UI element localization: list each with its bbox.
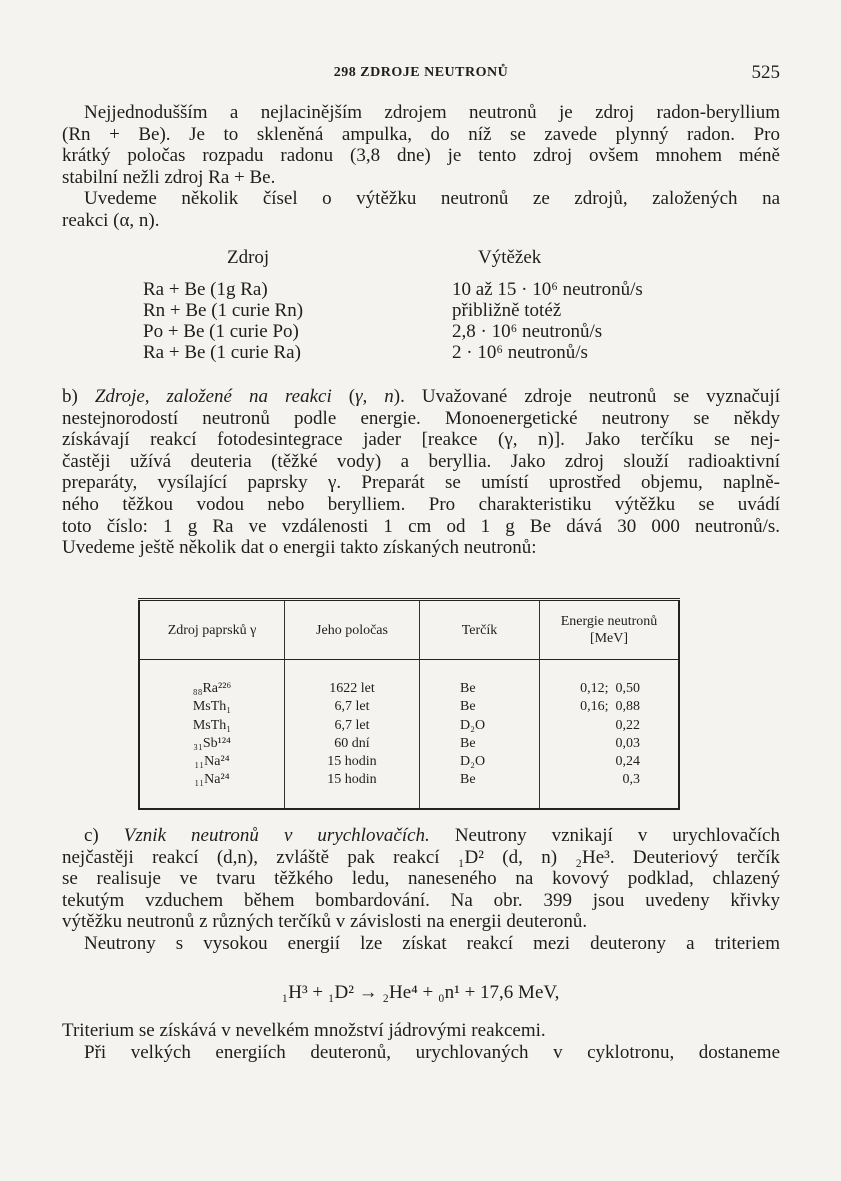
column-energy bbox=[540, 660, 680, 809]
text-line: častěji užívá deuteria (těžké vody) a beryllia. Jako zdroj slouží radioaktivní bbox=[62, 450, 780, 472]
text-segment: c) bbox=[84, 825, 124, 846]
paragraph-radon-beryllium bbox=[62, 102, 780, 188]
text-line: (Rn + Be). Je to skleněná ampulka, do níž se zavede plynný radon. Pro bbox=[62, 123, 780, 145]
text-segment: ( bbox=[331, 386, 356, 407]
table-cell: 0,24 bbox=[615, 754, 640, 770]
text-line: se realisuje ve tvaru těžkého ledu, naneseného na kovový podklad, chlazený bbox=[62, 868, 780, 890]
yield-value: 10 až 15 · 10⁶ neutronů/s bbox=[452, 279, 643, 300]
yield-table bbox=[0, 247, 841, 363]
text-segment: b) bbox=[62, 386, 95, 407]
table-cell: D₂O bbox=[460, 754, 486, 770]
text-line: nestejnorodostí neutronů podle energie. Monoenergetické neutrony se někdy bbox=[62, 407, 780, 429]
page-header bbox=[62, 62, 780, 84]
text-line: ného těžkou vodou nebo berylliem. Pro charakteristiku výtěžku se uvádí bbox=[62, 493, 780, 515]
paragraph-cyclotron bbox=[62, 1042, 780, 1064]
paragraph-tritium bbox=[62, 1020, 780, 1042]
column-target bbox=[420, 660, 540, 809]
gamma-sources-table bbox=[138, 598, 680, 810]
table-cell: 6,7 let bbox=[334, 699, 370, 715]
yield-source: Ra + Be (1g Ra) bbox=[143, 279, 268, 300]
paragraph-accelerators bbox=[62, 825, 780, 933]
text-line: tekutým vzduchem během bombardování. Na obr. 399 jsou uvedeny křivky bbox=[62, 889, 780, 911]
table-cell: MsTh₁ bbox=[192, 717, 232, 733]
yield-value: přibližně totéž bbox=[452, 300, 562, 321]
table-cell: ₁₁Na²⁴ bbox=[194, 772, 230, 788]
table-cell: ₃₁Sb¹²⁴ bbox=[193, 735, 231, 751]
yield-row bbox=[0, 321, 841, 342]
table-header-row bbox=[139, 600, 679, 660]
yield-value: 2,8 · 10⁶ neutronů/s bbox=[452, 321, 603, 342]
text-line: výtěžku neutronů z různých terčíků v závislosti na energii deuteronů. bbox=[62, 911, 588, 933]
yield-source: Ra + Be (1 curie Ra) bbox=[143, 342, 301, 363]
yield-source: Rn + Be (1 curie Rn) bbox=[143, 300, 304, 321]
yield-value: 2 · 10⁶ neutronů/s bbox=[452, 342, 588, 363]
italic-text: γ, n bbox=[355, 386, 394, 407]
table-cell: 15 hodin bbox=[327, 772, 377, 788]
yield-source: Po + Be (1 curie Po) bbox=[143, 321, 299, 342]
paragraph-alpha-n-intro bbox=[62, 188, 780, 231]
column-header-source: Zdroj paprsků γ bbox=[139, 600, 285, 660]
column-header-target: Terčík bbox=[420, 600, 540, 660]
yield-row bbox=[0, 300, 841, 321]
table-cell: 1622 let bbox=[329, 681, 375, 696]
text-line: nejčastěji reakcí (d,n), zvláště pak reakcí ₁D² (d, n) ₂He³. Deuteriový terčík bbox=[62, 846, 780, 868]
text-line: toto číslo: 1 g Ra ve vzdálenosti 1 cm od 1 g Be dává 30 000 neutronů/s. bbox=[62, 515, 780, 537]
table-cell: D₂O bbox=[460, 717, 486, 733]
italic-text: Vznik neutronů v urychlovačích. bbox=[123, 825, 430, 846]
text-line: stabilní nežli zdroj Ra + Be. bbox=[62, 166, 276, 188]
text-segment: Neutrony vznikají v urychlovačích bbox=[429, 825, 780, 846]
yield-row bbox=[0, 279, 841, 300]
table-cell: 0,12; 0,50 bbox=[580, 681, 640, 696]
running-title: 298 ZDROJE NEUTRONŮ bbox=[333, 65, 509, 80]
text-line bbox=[62, 386, 780, 408]
table-cell: 0,03 bbox=[615, 735, 640, 751]
yield-header-source: Zdroj bbox=[227, 247, 270, 268]
table-cell: ₈₈Ra²²⁶ bbox=[192, 681, 232, 696]
table-cell: 60 dní bbox=[334, 735, 370, 751]
text-line: Uvedeme několik čísel o výtěžku neutronů ze zdrojů, založených na bbox=[84, 188, 780, 209]
yield-header-yield: Výtěžek bbox=[478, 247, 542, 268]
column-halflife bbox=[285, 660, 420, 809]
reaction-formula: ₁H³ + ₁D² → ₂He⁴ + ₀n¹ + 17,6 MeV, bbox=[281, 982, 560, 1003]
table-cell: 15 hodin bbox=[327, 754, 377, 770]
column-header-halflife: Jeho poločas bbox=[285, 600, 420, 660]
table-cell: 0,22 bbox=[615, 717, 640, 733]
text-line: preparáty, vysílající paprsky γ. Preparát se umístí uprostřed objemu, naplně- bbox=[62, 472, 780, 494]
text-line: získávají reakcí fotodesintegrace jader [reakce (γ, n)]. Jako terčíku se nej- bbox=[62, 429, 780, 451]
table-cell: 0,3 bbox=[622, 772, 640, 788]
paragraph-gamma-n-sources bbox=[62, 386, 780, 559]
paragraph-high-energy bbox=[62, 933, 780, 955]
table-cell: MsTh₁ bbox=[192, 699, 232, 715]
text-segment: ). Uvažované zdroje neutronů se vyznačují bbox=[393, 386, 780, 407]
table-cell: Be bbox=[460, 699, 476, 715]
yield-row bbox=[0, 342, 841, 363]
text-line: Triterium se získává v nevelkém množství jádrovými reakcemi. bbox=[62, 1020, 546, 1041]
column-header-energy: Energie neutronů [MeV] bbox=[540, 600, 680, 660]
text-line bbox=[62, 825, 780, 847]
text-line: reakci (α, n). bbox=[62, 209, 160, 231]
table-cell: 0,16; 0,88 bbox=[580, 699, 640, 715]
text-line: Nejjednodušším a nejlacinějším zdrojem neutronů je zdroj radon-beryllium bbox=[84, 102, 780, 123]
table-cell: 6,7 let bbox=[334, 717, 370, 733]
table-cell: Be bbox=[460, 681, 476, 696]
page-number: 525 bbox=[751, 62, 780, 83]
table-cell: Be bbox=[460, 735, 476, 751]
column-source bbox=[139, 660, 285, 809]
text-line: krátký poločas rozpadu radonu (3,8 dne) je tento zdroj ovšem mnohem méně bbox=[62, 145, 780, 167]
italic-text: Zdroje, založené na reakci bbox=[94, 386, 332, 407]
text-line: Při velkých energiích deuteronů, urychlovaných v cyklotronu, dostaneme bbox=[84, 1042, 780, 1063]
table-body bbox=[139, 660, 679, 809]
text-line: Neutrony s vysokou energií lze získat reakcí mezi deuterony a triteriem bbox=[84, 933, 780, 954]
table-cell: ₁₁Na²⁴ bbox=[194, 754, 230, 770]
text-line: Uvedeme ještě několik dat o energii takto získaných neutronů: bbox=[62, 537, 537, 559]
table-cell: Be bbox=[460, 772, 476, 788]
